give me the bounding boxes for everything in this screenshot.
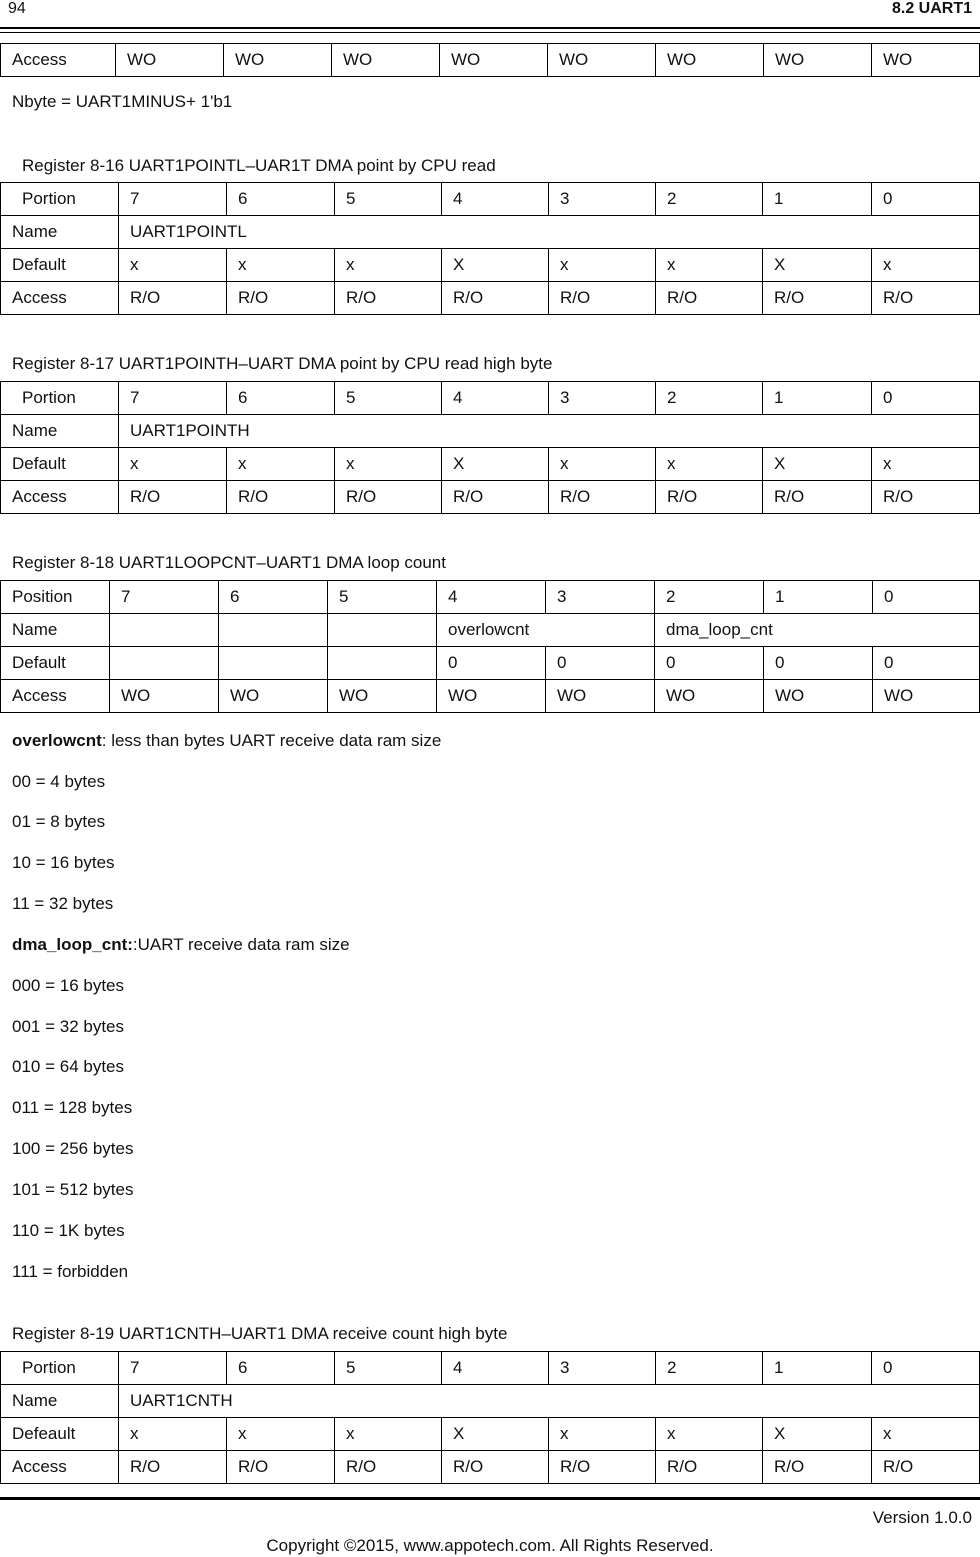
table-cell: 0	[764, 647, 873, 680]
table-cell: x	[227, 448, 335, 481]
register-name: UART1CNTH	[119, 1385, 980, 1418]
table-cell: 3	[549, 1352, 656, 1385]
reg16-table	[0, 182, 980, 315]
table-cell: R/O	[227, 282, 335, 315]
row-label: Name	[1, 216, 119, 249]
table-cell: WO	[328, 680, 437, 713]
table-cell	[328, 647, 437, 680]
table-row	[1, 614, 980, 647]
table-row	[1, 680, 980, 713]
table-cell: 7	[119, 382, 227, 415]
list-item: 111 = forbidden	[12, 1262, 129, 1281]
table-cell: 0	[873, 647, 980, 680]
version-label: Version 1.0.0	[872, 1508, 972, 1527]
register-name: UART1POINTL	[119, 216, 980, 249]
table-cell: WO	[656, 44, 764, 77]
list-item: 11 = 32 bytes	[12, 894, 114, 913]
table-cell: 0	[872, 183, 980, 216]
table-row	[1, 415, 980, 448]
table-cell: 3	[549, 183, 656, 216]
table-cell: x	[549, 1418, 656, 1451]
table-cell: 4	[442, 1352, 549, 1385]
table-row	[1, 1385, 980, 1418]
table-cell: x	[119, 1418, 227, 1451]
table-cell: X	[763, 249, 872, 282]
table-cell: 5	[335, 183, 442, 216]
table-cell: R/O	[872, 1451, 980, 1484]
table-cell: WO	[437, 680, 546, 713]
table-cell: R/O	[763, 282, 872, 315]
table-cell: WO	[764, 44, 872, 77]
table-cell	[110, 614, 219, 647]
table-cell: R/O	[335, 1451, 442, 1484]
table-cell: 5	[335, 382, 442, 415]
table-cell: R/O	[656, 282, 763, 315]
row-label: Position	[1, 581, 110, 614]
row-label: Access	[1, 481, 119, 514]
table-cell: WO	[655, 680, 764, 713]
table-cell	[110, 647, 219, 680]
table-cell: WO	[332, 44, 440, 77]
table-cell: R/O	[442, 282, 549, 315]
table-cell: x	[119, 448, 227, 481]
table-cell: X	[442, 1418, 549, 1451]
table-cell: WO	[548, 44, 656, 77]
table-cell: WO	[440, 44, 548, 77]
table-cell: 6	[227, 183, 335, 216]
row-label: Portion	[1, 382, 119, 415]
table-row	[1, 216, 980, 249]
table-cell: X	[442, 448, 549, 481]
list-item: 01 = 8 bytes	[12, 812, 106, 831]
table-cell: x	[656, 1418, 763, 1451]
table-cell: 1	[763, 183, 872, 216]
table-cell: 5	[335, 1352, 442, 1385]
table-cell: x	[227, 1418, 335, 1451]
table-cell: x	[335, 448, 442, 481]
table-cell: 7	[119, 183, 227, 216]
table-row	[1, 44, 980, 77]
table-cell: X	[763, 448, 872, 481]
table-cell: R/O	[763, 481, 872, 514]
table-cell: WO	[873, 680, 980, 713]
table-cell: WO	[116, 44, 224, 77]
top-access-table	[0, 43, 980, 77]
row-label: Default	[1, 647, 110, 680]
overlowcnt-text: : less than bytes UART receive data ram size	[101, 731, 442, 750]
overlowcnt-description	[12, 731, 441, 751]
list-item: 101 = 512 bytes	[12, 1180, 134, 1199]
table-cell: 1	[763, 1352, 872, 1385]
row-label: Name	[1, 614, 110, 647]
table-cell: R/O	[119, 481, 227, 514]
dma-loop-cnt-text: :UART receive data ram size	[132, 935, 350, 954]
table-cell: x	[872, 249, 980, 282]
row-label: Portion	[1, 1352, 119, 1385]
table-cell: R/O	[872, 481, 980, 514]
table-cell: R/O	[549, 1451, 656, 1484]
row-label: Name	[1, 415, 119, 448]
row-label: Access	[1, 680, 110, 713]
table-cell: R/O	[119, 1451, 227, 1484]
reg18-caption: Register 8-18 UART1LOOPCNT–UART1 DMA loop count	[12, 553, 446, 572]
table-row	[1, 581, 980, 614]
table-cell: 0	[872, 382, 980, 415]
table-cell: 7	[119, 1352, 227, 1385]
table-cell: 5	[328, 581, 437, 614]
list-item: 011 = 128 bytes	[12, 1098, 133, 1117]
table-cell: R/O	[549, 282, 656, 315]
table-cell: 0	[437, 647, 546, 680]
table-cell: 3	[546, 581, 655, 614]
table-cell: R/O	[335, 282, 442, 315]
list-item: 00 = 4 bytes	[12, 772, 106, 791]
table-cell: 6	[227, 382, 335, 415]
table-cell: X	[442, 249, 549, 282]
table-cell: R/O	[119, 282, 227, 315]
row-label: Portion	[1, 183, 119, 216]
table-row	[1, 1451, 980, 1484]
table-cell: R/O	[656, 481, 763, 514]
row-label: Access	[1, 1451, 119, 1484]
list-item: 000 = 16 bytes	[12, 976, 125, 995]
footer-rule	[0, 1497, 980, 1500]
table-row	[1, 282, 980, 315]
field-dma-loop-cnt: dma_loop_cnt	[655, 614, 980, 647]
table-row	[1, 382, 980, 415]
table-row	[1, 249, 980, 282]
table-row	[1, 183, 980, 216]
reg17-table	[0, 381, 980, 514]
header-rule-top	[0, 27, 980, 29]
table-cell: WO	[764, 680, 873, 713]
table-cell: x	[549, 448, 656, 481]
table-cell: R/O	[227, 1451, 335, 1484]
table-cell: x	[335, 249, 442, 282]
table-cell: R/O	[335, 481, 442, 514]
table-row	[1, 1418, 980, 1451]
register-name: UART1POINTH	[119, 415, 980, 448]
table-cell: R/O	[656, 1451, 763, 1484]
table-cell: 0	[872, 1352, 980, 1385]
table-row	[1, 1352, 980, 1385]
table-cell: R/O	[442, 1451, 549, 1484]
section-title: 8.2 UART1	[891, 0, 972, 17]
table-cell: x	[227, 249, 335, 282]
table-cell: 6	[219, 581, 328, 614]
reg19-caption: Register 8-19 UART1CNTH–UART1 DMA receive count high byte	[12, 1324, 508, 1343]
table-cell: R/O	[763, 1451, 872, 1484]
table-cell: x	[872, 1418, 980, 1451]
table-cell: 2	[655, 581, 764, 614]
reg18-table	[0, 580, 980, 713]
table-cell	[328, 614, 437, 647]
table-cell: WO	[224, 44, 332, 77]
table-cell: x	[656, 249, 763, 282]
row-label: Name	[1, 1385, 119, 1418]
table-row	[1, 481, 980, 514]
table-cell: WO	[872, 44, 980, 77]
list-item: 100 = 256 bytes	[12, 1139, 134, 1158]
field-overlowcnt: overlowcnt	[437, 614, 655, 647]
table-cell	[219, 647, 328, 680]
table-cell: x	[549, 249, 656, 282]
table-cell: 0	[546, 647, 655, 680]
table-cell: 4	[442, 183, 549, 216]
table-cell: 7	[110, 581, 219, 614]
list-item: 001 = 32 bytes	[12, 1017, 125, 1036]
header-rule-bottom	[0, 32, 980, 33]
table-cell: R/O	[549, 481, 656, 514]
overlowcnt-term: overlowcnt	[12, 731, 102, 750]
dma-loop-cnt-description	[12, 935, 350, 955]
row-label: Defeault	[1, 1418, 119, 1451]
table-cell: 0	[655, 647, 764, 680]
table-cell: WO	[219, 680, 328, 713]
table-cell: R/O	[442, 481, 549, 514]
nbyte-note: Nbyte = UART1MINUS+ 1'b1	[12, 92, 233, 111]
row-label: Default	[1, 249, 119, 282]
table-row	[1, 448, 980, 481]
table-cell: x	[872, 448, 980, 481]
table-cell	[219, 614, 328, 647]
list-item: 10 = 16 bytes	[12, 853, 115, 872]
table-cell: 0	[873, 581, 980, 614]
list-item: 010 = 64 bytes	[12, 1057, 125, 1076]
reg16-caption: Register 8-16 UART1POINTL–UAR1T DMA point by CPU read	[22, 156, 496, 175]
table-cell: x	[656, 448, 763, 481]
table-cell: 4	[437, 581, 546, 614]
table-cell: 2	[656, 1352, 763, 1385]
row-label: Access	[1, 282, 119, 315]
table-cell: 6	[227, 1352, 335, 1385]
table-cell: x	[119, 249, 227, 282]
reg19-table	[0, 1351, 980, 1484]
table-cell: WO	[110, 680, 219, 713]
table-cell: x	[335, 1418, 442, 1451]
row-label: Access	[1, 44, 116, 77]
table-cell: R/O	[227, 481, 335, 514]
table-cell: 1	[764, 581, 873, 614]
list-item: 110 = 1K bytes	[12, 1221, 125, 1240]
row-label: Default	[1, 448, 119, 481]
table-cell: 2	[656, 183, 763, 216]
table-cell: 1	[763, 382, 872, 415]
table-cell: 3	[549, 382, 656, 415]
reg17-caption: Register 8-17 UART1POINTH–UART DMA point by CPU read high byte	[12, 354, 553, 373]
table-cell: 2	[656, 382, 763, 415]
table-cell: X	[763, 1418, 872, 1451]
table-cell: R/O	[872, 282, 980, 315]
table-cell: 4	[442, 382, 549, 415]
dma-loop-cnt-term: dma_loop_cnt:	[12, 935, 133, 954]
copyright-notice: Copyright ©2015, www.appotech.com. All Rights Reserved.	[266, 1536, 714, 1555]
table-row	[1, 647, 980, 680]
page-number: 94	[8, 0, 26, 17]
table-cell: WO	[546, 680, 655, 713]
